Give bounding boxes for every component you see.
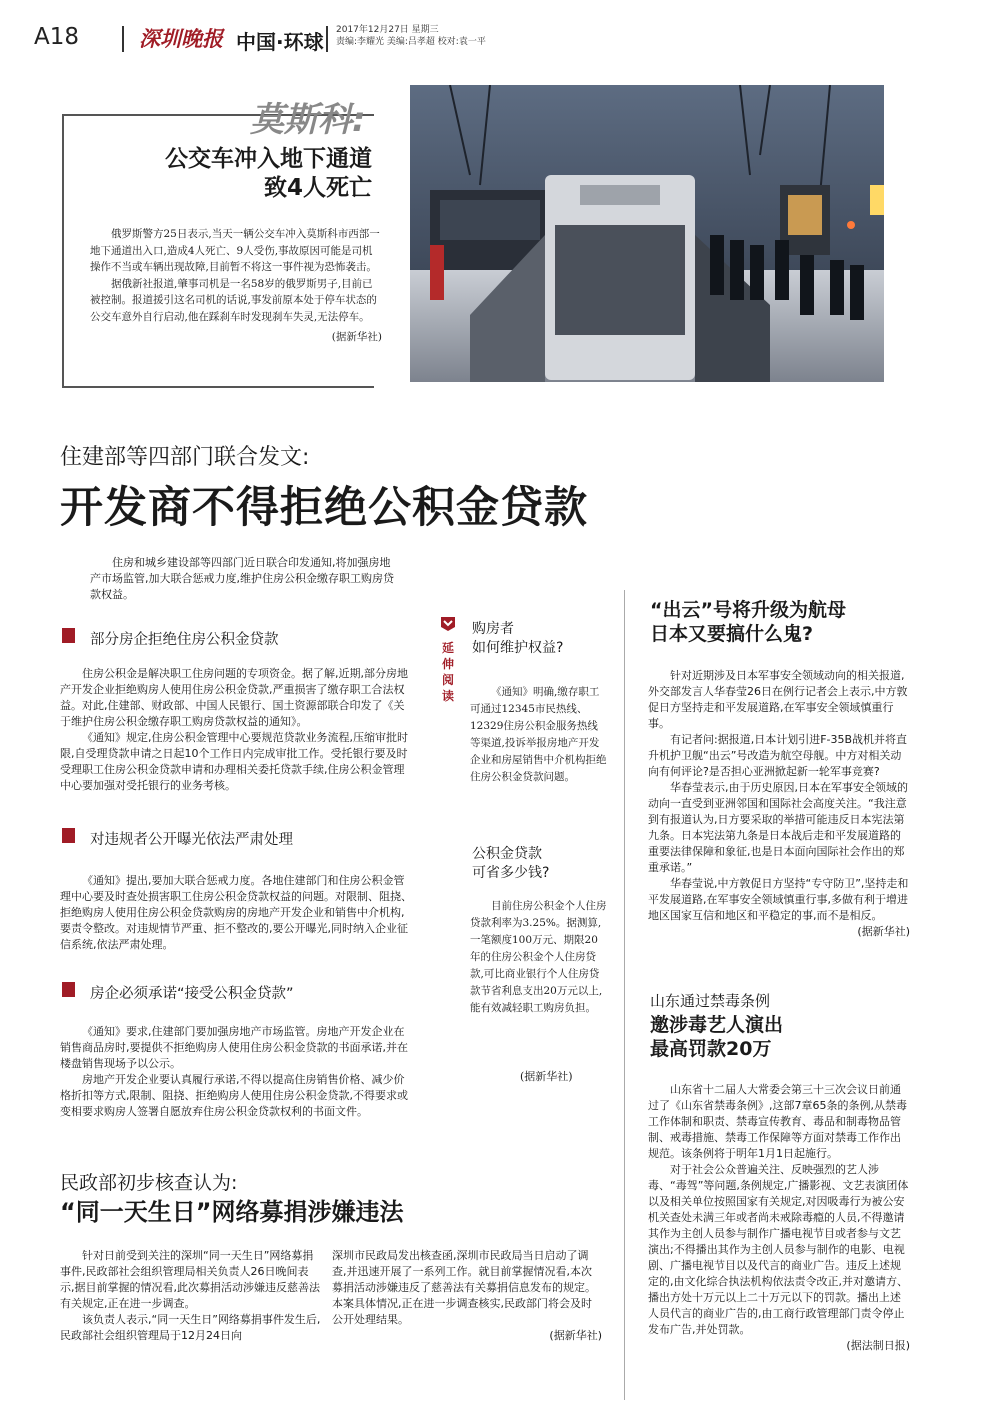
moscow-headline-line2: 致4人死亡 (263, 175, 372, 201)
ext-answer-1-text: 《通知》明确,缴存职工可通过12345市民热线、12329住房公积金服务热线等渠道,投诉举报房地产开发企业和房屋销售中介机构拒绝住房公积金贷款问题。 (470, 686, 607, 783)
section-3-para-2: 房地产开发企业要认真履行承诺,不得以提高住房销售价格、减少价格折扣等方式,限制、阻挠、拒绝购房人使用住房公积金贷款,不得要求或变相要求购房人签署自愿放弃住房公积金贷款权利的书面文件。 (60, 1073, 408, 1118)
ext-source: (据新华社) (520, 1070, 573, 1083)
moscow-headline (100, 145, 372, 203)
civil-col-1-para-1: 针对日前受到关注的深圳“同一天生日”网络募捐事件,民政部社会组织管理局相关负责人26日晚间表示,据目前掌握的情况看,此次募捐活动涉嫌违反慈善法有关规定,正在进一步调查。 (60, 1249, 320, 1310)
bus-accident-photo (410, 85, 884, 382)
civil-source: (据新华社) (549, 1329, 602, 1342)
subhead-1: 部分房企拒绝住房公积金贷款 (90, 632, 279, 648)
shandong-source: (据法制日报) (846, 1339, 910, 1352)
izumo-headline-line1: “出云”号将升级为航母 (650, 599, 846, 621)
section-1-para-1: 住房公积金是解决职工住房问题的专项资金。据了解,近期,部分房地产开发企业拒绝购房人使用住房公积金贷款,严重损害了缴存职工合法权益。对此,住建部、财政部、中国人民银行、国土资源部联合印发了《关于维护住房公积金缴存职工购房贷款权益的通知》。 (60, 667, 408, 728)
masthead-divider (122, 26, 124, 52)
main-kicker: 住建部等四部门联合发文: (60, 445, 310, 470)
shandong-kicker: 山东通过禁毒条例 (650, 992, 771, 1010)
section-3-para-1: 《通知》要求,住建部门要加强房地产市场监管。房地产开发企业在销售商品房时,要提供不拒绝购房人使用住房公积金贷款的书面承诺,并在楼盘销售现场予以公示。 (60, 1025, 408, 1070)
moscow-para-2: 据俄新社报道,肇事司机是一名58岁的俄罗斯男子,目前已被控制。报道援引这名司机的话说,事发前原本处于停车状态的公交车意外自行启动,他在踩刹车时发现刹车失灵,无法停车。 (90, 277, 377, 323)
ext-answer-1 (470, 684, 608, 786)
section-2-body (60, 873, 412, 953)
issue-date: 2017年12月27日 星期三 (336, 25, 439, 35)
masthead-divider-2 (326, 26, 328, 52)
subhead-marker (62, 628, 75, 643)
izumo-headline-line2: 日本又要搞什么鬼? (650, 623, 814, 645)
editor-credits: 责编:李耀光 美编:吕孝超 校对:袁一平 (336, 37, 486, 47)
subhead-marker (62, 828, 75, 843)
subhead-marker (62, 982, 75, 997)
izumo-headline (650, 598, 846, 646)
section-1-body (60, 666, 412, 794)
izumo-source: (据新华社) (857, 925, 910, 938)
shandong-body (648, 1082, 910, 1354)
moscow-source: (据新华社) (331, 331, 382, 343)
ext-question-1: 购房者 如何维护权益? (472, 621, 564, 656)
shandong-para-2: 对于社会公众普遍关注、反映强烈的艺人涉毒、“毒驾”等问题,条例规定,广播影视、文艺表演团体以及相关单位按照国家有关规定,对因吸毒行为被公安机关查处未满三年或者尚未戒除毒瘾的人员,不得邀请其作为主创人员参与制作广播电视节目或者参与文艺演出;不得播出其作为主创人员参与制作的电影、电视剧、广播电视节目以及代言的商业广告。违反上述规定的,由文化综合执法机构依法责令改正,并对邀请方、播出方处十万元以上二十万元以下的罚款。播出上述人员代言的商业广告的,由工商行政管理部门责令停止发布广告,并处罚款。 (648, 1163, 909, 1336)
moscow-kicker: 莫斯科: (250, 100, 366, 140)
civil-col-1 (60, 1248, 322, 1344)
section-2-para-1: 《通知》提出,要加大联合惩戒力度。各地住建部门和住房公积金管理中心要及时查处损害职工住房公积金贷款权益的问题。对限制、阻挠、拒绝购房人使用住房公积金贷款购房的房地产开发企业和销售中介机构,要责令整改。对违规情节严重、拒不整改的,要公开曝光,同时纳入企业征信系统,依法严肃处理。 (60, 874, 412, 951)
moscow-body (90, 226, 382, 346)
main-headline: 开发商不得拒绝公积金贷款 (60, 483, 588, 533)
izumo-para-1: 针对近期涉及日本军事安全领域动向的相关报道,外交部发言人华春莹26日在例行记者会上表示,中方敦促日方坚持走和平发展道路,在军事安全领域慎重行事。 (648, 669, 908, 730)
civil-kicker: 民政部初步核查认为: (60, 1172, 238, 1194)
civil-col-2 (332, 1248, 602, 1344)
civil-headline: “同一天生日”网络募捐涉嫌违法 (60, 1198, 404, 1226)
shandong-para-1: 山东省十二届人大常委会第三十三次会议日前通过了《山东省禁毒条例》,这部7章65条的条例,从禁毒工作体制和职责、禁毒宣传教育、毒品和制毒物品管制、戒毒措施、禁毒工作保障等方面对禁毒工作作出规范。该条例将于明年1月1日起施行。 (648, 1083, 907, 1160)
izumo-para-3: 华春莹表示,由于历史原因,日本在军事安全领域的动向一直受到亚洲邻国和国际社会高度关注。“我注意到有报道认为,日方要采取的举措可能违反日本宪法第九条。日本宪法第九条是日本战后走和平发展道路的重要法律保障和象征,也是日本面向国际社会作出的郑重承诺。” (648, 781, 908, 874)
moscow-headline-line1: 公交车冲入地下通道 (165, 146, 372, 172)
shandong-headline (650, 1013, 783, 1061)
section-title: 中国·环球 (236, 30, 324, 54)
masthead (30, 20, 960, 60)
civil-col-2-para-1: 深圳市民政局发出核查函,深圳市民政局当日启动了调查,并迅速开展了一系列工作。就目前掌握情况看,本次募捐活动涉嫌违反了慈善法有关募捐信息发布的规定。本案具体情况,正在进一步调查核实,民政部门将会及时公开处理结果。 (332, 1249, 596, 1326)
column-divider (624, 590, 625, 1400)
section-1-para-2: 《通知》规定,住房公积金管理中心要规范贷款业务流程,压缩审批时限,自受理贷款申请之日起10个工作日内完成审批工作。受托银行要及时受理职工住房公积金贷款申请和办理相关委托贷款手续,住房公积金管理中心要加强对受托银行的业务考核。 (60, 731, 408, 792)
section-3-body (60, 1024, 412, 1120)
svg-text:深圳晚报: 深圳晚报 (139, 26, 223, 51)
izumo-para-4: 华春莹说,中方敦促日方坚持“专守防卫”,坚持走和平发展道路,在军事安全领域慎重行事,多做有利于增进地区国家互信和地区和平稳定的事,而不是相反。 (648, 877, 909, 922)
main-lead-text: 住房和城乡建设部等四部门近日联合印发通知,将加强房地产市场监管,加大联合惩戒力度,维护住房公积金缴存职工购房贷款权益。 (90, 556, 394, 601)
moscow-para-1: 俄罗斯警方25日表示,当天一辆公交车冲入莫斯科市西部一地下通道出入口,造成4人死亡、9人受伤,事故原因可能是司机操作不当或车辆出现故障,目前暂不将这一事件视为恐怖袭击。 (90, 228, 380, 273)
extended-reading-flag-icon (441, 617, 455, 631)
extended-reading-label: 延伸阅读 (442, 641, 455, 703)
subhead-3: 房企必须承诺“接受公积金贷款” (90, 986, 294, 1002)
issue-meta (336, 24, 486, 48)
page-number: A18 (34, 24, 80, 50)
ext-answer-2 (470, 898, 608, 1017)
ext-question-2: 公积金贷款 可省多少钱? (472, 846, 550, 881)
civil-col-1-para-2: 该负责人表示,“同一天生日”网络募捐事件发生后,民政部社会组织管理局于12月24日向 (60, 1313, 321, 1342)
subhead-2: 对违规者公开曝光依法严肃处理 (90, 832, 293, 848)
shandong-headline-line1: 邀涉毒艺人演出 (650, 1014, 784, 1036)
shandong-headline-line2: 最高罚款20万 (650, 1038, 772, 1060)
newspaper-logo (132, 22, 230, 54)
izumo-para-2: 有记者问:据报道,日本计划引进F-35B战机并将直升机护卫舰“出云”号改造为航空母舰。中方对相关动向有何评论?是否担心亚洲掀起新一轮军事竞赛? (648, 733, 908, 778)
ext-answer-2-text: 目前住房公积金个人住房贷款利率为3.25%。据测算,一笔额度100万元、期限20年的住房公积金个人住房贷款,可比商业银行个人住房贷款节省利息支出20万元以上,能有效减轻职工购房负担。 (470, 900, 607, 1014)
main-lead (90, 555, 398, 603)
izumo-body (648, 668, 910, 940)
